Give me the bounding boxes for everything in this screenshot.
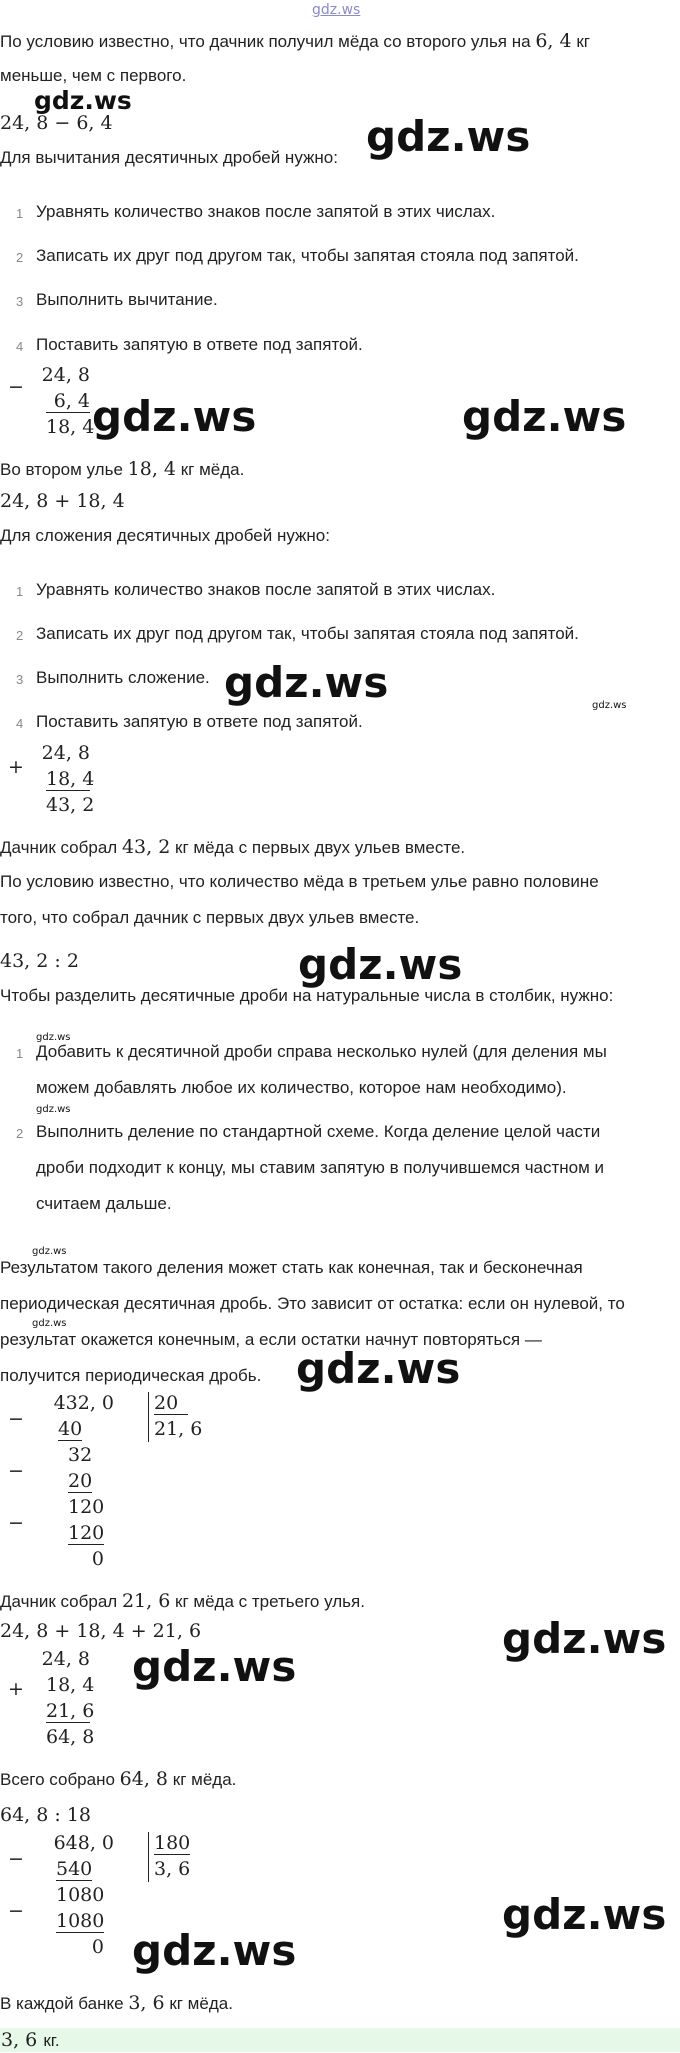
intro-line-2: того, что собрал дачник с первых двух ульев вместе.	[0, 908, 420, 927]
step-text: дроби подходит к концу, мы ставим запятую в получившемся частном и	[36, 1158, 605, 1177]
expression-add: 24, 8 + 18, 4	[0, 490, 125, 512]
column-sign: +	[8, 1678, 24, 1700]
step-text: Добавить к десятичной дроби справа несколько нулей (для деления мы	[36, 1042, 607, 1061]
division-row: 1080	[56, 1910, 105, 1932]
step-number: 3	[16, 672, 24, 687]
column-sign: −	[8, 376, 24, 398]
column-operand-a: 24, 8	[41, 1648, 90, 1670]
division-row: 540	[56, 1858, 93, 1880]
note-line: периодическая десятичная дробь. Это зависит от остатка: если он нулевой, то	[0, 1294, 625, 1313]
division-dividend: 648, 0	[53, 1832, 114, 1854]
step-number: 4	[16, 716, 24, 731]
division-bar	[148, 1392, 149, 1442]
result-line: В каждой банке 3, 6 кг мёда.	[0, 1992, 233, 2014]
watermark: gdz.ws	[502, 1890, 667, 1939]
column-operand-b: 6, 4	[46, 390, 90, 413]
division-row: 32	[68, 1444, 93, 1466]
watermark: gdz.ws	[34, 86, 132, 115]
step-number: 2	[16, 628, 24, 643]
intro-line-2: меньше, чем с первого.	[0, 66, 187, 85]
step-text: Поставить запятую в ответе под запятой.	[36, 335, 363, 354]
watermark: gdz.ws	[132, 1642, 297, 1691]
step-text: можем добавлять любое их количество, которое нам необходимо).	[36, 1078, 567, 1097]
division-dividend: 432, 0	[53, 1392, 114, 1414]
watermark: gdz.ws	[366, 112, 531, 161]
expression-sum: 24, 8 + 18, 4 + 21, 6	[0, 1620, 202, 1642]
step-number: 4	[16, 339, 24, 354]
division-row: 20	[68, 1470, 93, 1492]
column-sign: +	[8, 756, 24, 778]
division-row: 120	[68, 1496, 105, 1518]
division-sign: −	[8, 1460, 24, 1482]
division-quotient: 3, 6	[154, 1858, 191, 1880]
result-line: Дачник собрал 21, 6 кг мёда с третьего улья.	[0, 1590, 365, 1612]
division-sign: −	[8, 1408, 24, 1430]
step-text: Выполнить деление по стандартной схеме. Когда деление целой части	[36, 1122, 601, 1141]
division-quotient: 21, 6	[154, 1418, 203, 1440]
answer-box	[0, 2028, 680, 2052]
answer-unit: кг.	[43, 2031, 60, 2050]
division-bar	[148, 1832, 149, 1882]
watermark: gdz.ws	[296, 1344, 461, 1393]
step-text: Выполнить сложение.	[36, 668, 210, 687]
watermark: gdz.ws	[36, 1032, 71, 1043]
step-number: 1	[16, 206, 24, 221]
step-text: считаем дальше.	[36, 1194, 172, 1213]
step-number: 1	[16, 1046, 24, 1061]
watermark: gdz.ws	[298, 940, 463, 989]
division-sign: −	[8, 1848, 24, 1870]
step-text: Уравнять количество знаков после запятой в этих числах.	[36, 580, 496, 599]
top-watermark[interactable]: gdz.ws	[312, 2, 361, 18]
watermark: gdz.ws	[32, 1318, 67, 1329]
result-line: Всего собрано 64, 8 кг мёда.	[0, 1768, 237, 1790]
expression-subtract: 24, 8 − 6, 4	[0, 112, 113, 134]
answer-value: 3, 6	[1, 2029, 38, 2051]
result-line: Во втором улье 18, 4 кг мёда.	[0, 458, 245, 480]
watermark: gdz.ws	[32, 1246, 67, 1257]
step-text: Записать их друг под другом так, чтобы запятая стояла под запятой.	[36, 246, 579, 265]
rule-title-add: Для сложения десятичных дробей нужно:	[0, 526, 330, 545]
column-operand-a: 24, 8	[41, 742, 90, 764]
division-row: 1080	[56, 1884, 105, 1906]
watermark: gdz.ws	[36, 1104, 71, 1115]
watermark: gdz.ws	[224, 658, 389, 707]
rule-title-subtract: Для вычитания десятичных дробей нужно:	[0, 148, 338, 167]
note-line: получится периодическая дробь.	[0, 1366, 262, 1385]
column-operand-c: 21, 6	[46, 1700, 95, 1722]
step-number: 3	[16, 294, 24, 309]
division-sign: −	[8, 1512, 24, 1534]
column-operand-a: 24, 8	[41, 364, 90, 386]
division-row: 120	[68, 1522, 105, 1544]
division-divisor: 20	[154, 1392, 188, 1415]
step-text: Записать их друг под другом так, чтобы запятая стояла под запятой.	[36, 624, 579, 643]
watermark: gdz.ws	[92, 392, 257, 441]
note-line: результат окажется конечным, а если остатки начнут повторяться —	[0, 1330, 542, 1349]
step-text: Выполнить вычитание.	[36, 290, 218, 309]
note-line: Результатом такого деления может стать как конечная, так и бесконечная	[0, 1258, 583, 1277]
step-text: Поставить запятую в ответе под запятой.	[36, 712, 363, 731]
watermark: gdz.ws	[592, 700, 627, 711]
watermark: gdz.ws	[132, 1926, 297, 1975]
column-result: 43, 2	[46, 794, 95, 816]
column-result: 64, 8	[46, 1726, 95, 1748]
division-row: 0	[91, 1548, 104, 1570]
step-number: 2	[16, 1126, 24, 1141]
watermark: gdz.ws	[462, 392, 627, 441]
division-row: 0	[91, 1936, 104, 1958]
division-row: 40	[58, 1418, 83, 1440]
column-operand-b: 18, 4	[46, 1674, 95, 1696]
rule-title-divide: Чтобы разделить десятичные дроби на натуральные числа в столбик, нужно:	[0, 986, 614, 1005]
step-number: 2	[16, 250, 24, 265]
expression-divide: 64, 8 : 18	[0, 1804, 92, 1826]
step-number: 1	[16, 584, 24, 599]
intro-line-1: По условию известно, что количество мёда в третьем улье равно половине	[0, 872, 599, 891]
division-sign: −	[8, 1900, 24, 1922]
expression-divide: 43, 2 : 2	[0, 950, 79, 972]
step-text: Уравнять количество знаков после запятой в этих числах.	[36, 202, 496, 221]
watermark: gdz.ws	[502, 1614, 667, 1663]
result-line: Дачник собрал 43, 2 кг мёда с первых двух ульев вместе.	[0, 836, 466, 858]
division-divisor: 180	[154, 1832, 191, 1854]
column-result: 18, 4	[46, 416, 95, 438]
column-operand-b: 18, 4	[46, 768, 95, 790]
intro-line-1: По условию известно, что дачник получил мёда со второго улья на 6, 4 кг	[0, 30, 590, 52]
